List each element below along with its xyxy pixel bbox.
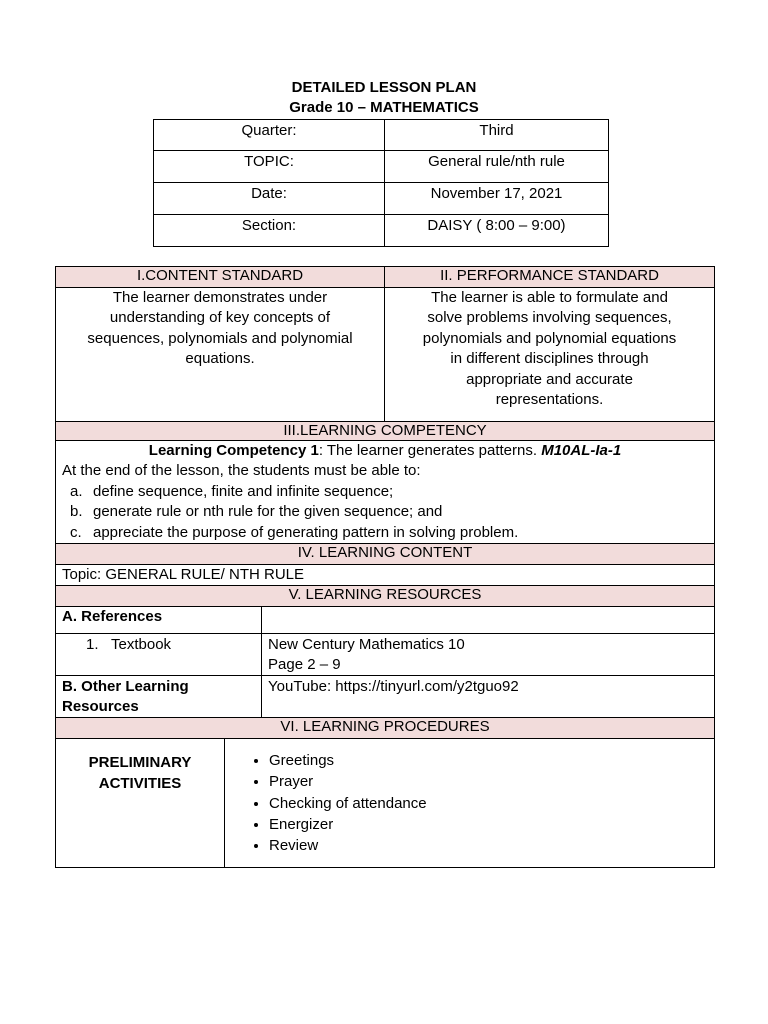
references-label: A. References <box>56 607 262 634</box>
info-value: DAISY ( 8:00 – 9:00) <box>385 215 609 247</box>
preliminary-activities-cell <box>225 739 715 868</box>
text-line: PRELIMINARY <box>88 754 192 772</box>
text-line: Resources <box>62 698 139 716</box>
info-table <box>153 119 609 247</box>
text-line: B. Other Learning <box>62 678 189 696</box>
performance-standard-heading: II. PERFORMANCE STANDARD <box>385 267 715 288</box>
text-line: The learner demonstrates under <box>112 289 328 306</box>
objective-item <box>56 502 714 522</box>
document-title: DETAILED LESSON PLAN <box>291 79 477 96</box>
other-resources-label <box>56 676 262 718</box>
competency-code: M10AL-Ia-1 <box>541 442 622 459</box>
objective-marker: c. <box>70 523 82 541</box>
text-line: ACTIVITIES <box>98 775 182 793</box>
textbook-pages: Page 2 – 9 <box>268 656 341 674</box>
learning-competency-heading: III.LEARNING COMPETENCY <box>56 422 715 441</box>
info-row-quarter <box>154 120 609 151</box>
info-label: Section: <box>154 215 385 247</box>
performance-standard-cell <box>385 288 715 422</box>
objective-text: generate rule or nth rule for the given sequence; and <box>93 503 443 521</box>
content-standard-cell <box>56 288 385 422</box>
info-value: General rule/nth rule <box>385 151 609 183</box>
learning-content-topic: Topic: GENERAL RULE/ NTH RULE <box>56 565 715 586</box>
objective-item <box>56 482 714 502</box>
textbook-cell <box>262 634 715 676</box>
info-row-section <box>154 215 609 247</box>
info-value: November 17, 2021 <box>385 183 609 215</box>
info-label: Quarter: <box>154 120 385 151</box>
textbook-title: New Century Mathematics 10 <box>268 636 465 654</box>
text-line: equations. <box>185 350 255 368</box>
objective-marker: a. <box>70 482 83 500</box>
info-value: Third <box>385 120 609 151</box>
info-label: Date: <box>154 183 385 215</box>
text-line: sequences, polynomials and polynomial <box>87 329 353 347</box>
text-line: appropriate and accurate <box>466 370 633 388</box>
performance-standard-text <box>385 288 714 410</box>
youtube-link[interactable]: YouTube: https://tinyurl.com/y2tguo92 <box>262 676 715 718</box>
references-empty-cell <box>262 607 715 634</box>
content-standard-heading: I.CONTENT STANDARD <box>56 267 385 288</box>
content-standard-text <box>56 288 384 370</box>
info-label: TOPIC: <box>154 151 385 183</box>
textbook-label: 1. Textbook <box>56 634 262 676</box>
objective-item <box>56 523 714 543</box>
objective-text: define sequence, finite and infinite sequence; <box>93 482 394 500</box>
list-item: • Energizer <box>269 814 714 835</box>
text-line: The learner is able to formulate and <box>431 289 668 306</box>
list-item: • Checking of attendance <box>269 793 714 814</box>
competency-statement <box>56 441 714 461</box>
learning-procedures-heading: VI. LEARNING PROCEDURES <box>56 718 715 739</box>
document-subtitle: Grade 10 – MATHEMATICS <box>289 99 479 116</box>
list-item: • Prayer <box>269 771 714 792</box>
activities-list <box>225 750 714 856</box>
learning-competency-cell <box>56 441 715 544</box>
text-line: understanding of key concepts of <box>109 309 331 327</box>
lesson-plan-table <box>55 266 715 868</box>
text-line: polynomials and polynomial equations <box>422 329 677 347</box>
list-item: • Review <box>269 835 714 856</box>
learning-content-heading: IV. LEARNING CONTENT <box>56 544 715 565</box>
learning-resources-heading: V. LEARNING RESOURCES <box>56 586 715 607</box>
preliminary-activities-label <box>56 739 225 868</box>
objectives-intro: At the end of the lesson, the students must be able to: <box>62 462 421 480</box>
objective-marker: b. <box>70 503 83 521</box>
text-line: representations. <box>495 391 604 409</box>
objective-text: appreciate the purpose of generating pattern in solving problem. <box>93 523 519 541</box>
competency-label: Learning Competency 1 <box>148 442 319 459</box>
info-row-date <box>154 183 609 215</box>
text-line: in different disciplines through <box>450 350 649 368</box>
list-item: • Greetings <box>269 750 714 771</box>
text-line: solve problems involving sequences, <box>427 309 672 327</box>
info-row-topic <box>154 151 609 183</box>
competency-text: : The learner generates patterns. <box>318 442 538 459</box>
